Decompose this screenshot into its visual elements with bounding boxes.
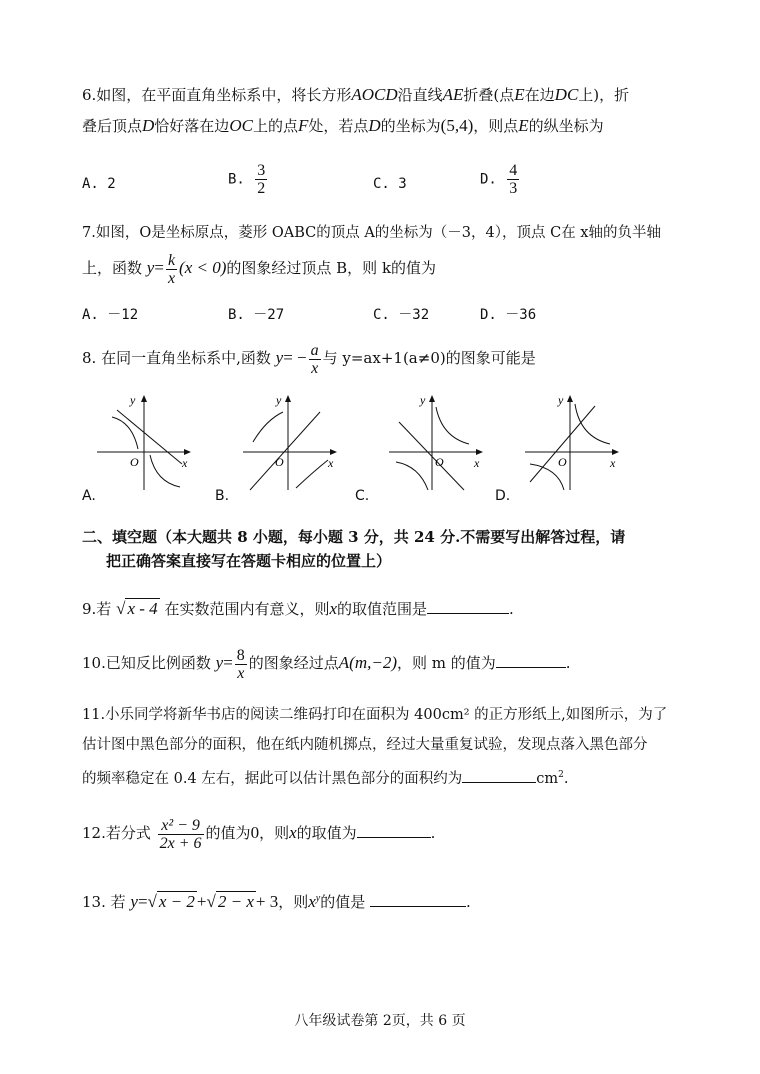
q7-line1: 7.如图，O是坐标原点，菱形 OABC的顶点 A的坐标为（－3，4），顶点 C在 x轴的负半轴: [82, 225, 661, 241]
q11-line1: 11.小乐同学将新华书店的阅读二维码打印在面积为 400cm² 的正方形纸上,如图所示，为了: [82, 707, 668, 723]
q7-line2: 上，函数 y= $\frac{k}{x}$ (x < 0)的图象经过顶点 B，则 k的值为: [82, 251, 437, 287]
graph-a: [92, 392, 192, 492]
fraction: $\frac{8}{x}$: [236, 646, 245, 682]
sqrt: √ 2 − x: [206, 892, 254, 911]
q9: 9.若 √ x - 4 在实数范围内有意义，则x的取值范围是 .: [82, 599, 514, 618]
q11-line3: 的频率稳定在 0.4 左右，据此可以估计黑色部分的面积约为 $cm^2$.: [82, 764, 569, 790]
q13: 13. 若 y=√ x − 2 +√ 2 − x + 3，则$x^y$的值是 .: [82, 892, 471, 911]
sqrt: √ x − 2: [147, 892, 195, 911]
graph-d-origin: O: [558, 455, 567, 469]
graph-a-x-label: x: [182, 456, 188, 470]
q6-option-c: C. 3: [373, 176, 407, 192]
answer-blank[interactable]: [370, 892, 466, 907]
q8-option-b: B.: [215, 488, 230, 504]
sqrt: √ x - 4: [116, 599, 158, 618]
graph-a-y-label: y: [130, 393, 136, 407]
graph-c-y-label: y: [420, 393, 426, 407]
q6-option-d: D. $\frac{4}{3}$: [480, 162, 518, 197]
section-2-heading: 二、填空题（本大题共 8 小题，每小题 3 分，共 24 分.不需要写出解答过程，请: [82, 528, 626, 546]
fraction: $\frac{3}{2}$: [257, 162, 266, 197]
graph-c-x-label: x: [474, 456, 480, 470]
q7-option-a: A. －12: [82, 307, 139, 323]
page-footer: 八年级试卷第 2页，共 6 页: [294, 1013, 466, 1029]
graph-d-x-label: x: [610, 456, 616, 470]
graph-a-origin: O: [130, 455, 139, 469]
q8-line1: 8. 在同一直角坐标系中,函数 y= − $\frac{a}{x}$ 与 y=ax+1(a≠0)的图象可能是: [82, 341, 536, 377]
q8-option-a: A.: [82, 488, 96, 504]
graph-b-y-label: y: [276, 393, 282, 407]
graph-d: [520, 392, 620, 492]
answer-blank[interactable]: [357, 823, 431, 838]
q8-option-c: C.: [355, 488, 370, 504]
q6-option-b: B. $\frac{3}{2}$: [228, 162, 266, 197]
answer-blank[interactable]: [462, 768, 536, 783]
q6-option-a: A. 2: [82, 176, 116, 192]
graph-c: [384, 392, 484, 492]
graph-b-x-label: x: [328, 456, 334, 470]
section-2-heading-line2: 把正确答案直接写在答题卡相应的位置上）: [106, 552, 392, 570]
graph-b-origin: O: [275, 455, 284, 469]
fraction: $\frac{4}{3}$: [509, 162, 518, 197]
fraction: $\frac{k}{x}$: [167, 251, 176, 287]
graph-d-y-label: y: [558, 393, 564, 407]
fraction: $\frac{a}{x}$: [310, 341, 319, 377]
q11-line2: 估计图中黑色部分的面积，他在纸内随机掷点，经过大量重复试验，发现点落入黑色部分: [82, 737, 648, 753]
graph-b: [238, 392, 338, 492]
q6-line1: 6.如图，在平面直角坐标系中，将长方形AOCD沿直线AE折叠(点E在边DC上)，折: [82, 85, 630, 104]
q12: 12.若分式 $\frac{\text{x² − 9}}{2x + 6}$ 的值为0，则x的取值为 .: [82, 816, 436, 852]
q10: 10.已知反比例函数 y= $\frac{8}{x}$ 的图象经过点A(m,−2)，则 m 的值为 .: [82, 646, 571, 682]
q8-option-d: D.: [495, 488, 511, 504]
q6-line2: 叠后顶点D恰好落在边OC上的点F处，若点D的坐标为(5,4)，则点E的纵坐标为: [82, 116, 604, 135]
graph-c-origin: O: [435, 455, 444, 469]
answer-blank[interactable]: [496, 653, 566, 668]
answer-blank[interactable]: [427, 599, 509, 614]
q7-option-c: C. －32: [373, 307, 430, 323]
fraction: $\frac{\text{x² − 9}}{2x + 6}$: [159, 816, 202, 852]
q7-option-d: D. －36: [480, 307, 537, 323]
q7-option-b: B. －27: [228, 307, 285, 323]
